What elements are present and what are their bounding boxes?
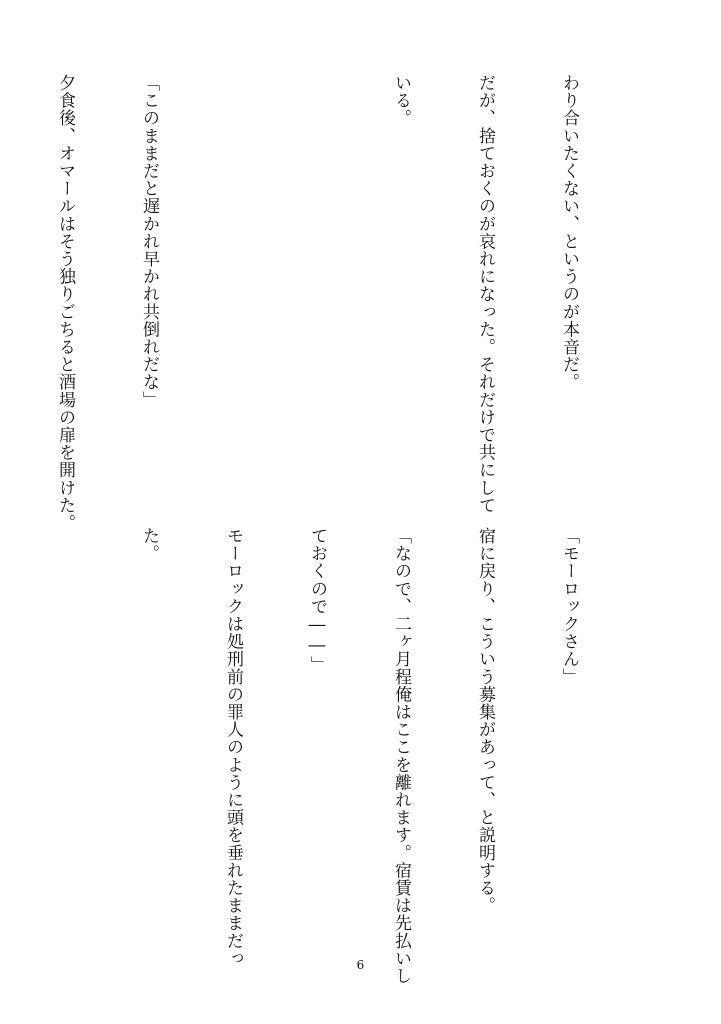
text-line: いる。 — [391, 74, 411, 127]
lower-text-block — [0, 527, 639, 985]
dialogue-line: 「なので、二ヶ月程俺はここを離れます。宿賃は先払いし — [391, 527, 411, 985]
text-line: 宿に戻り、こういう募集があって、と説明する。 — [475, 527, 495, 915]
text-line: ておくので――」 — [307, 527, 327, 674]
blank-line — [219, 74, 247, 504]
dialogue-line: 「このままだと遅かれ早かれ共倒れだな」 — [139, 74, 159, 409]
page-number: 6 — [356, 958, 365, 972]
text-line: モーロックは処刑前の罪人のように頭を垂れたままだっ — [223, 527, 243, 967]
text-line: わり合いたくない、というのが本音だ。 — [559, 74, 579, 391]
text-line: だが、捨ておくのが哀れになった。それだけで共にして — [475, 74, 495, 514]
text-line: た。 — [139, 527, 159, 563]
text-line: 夕食後、オマールはそう独りごちると酒場の扉を開けた。 — [55, 74, 75, 532]
dialogue-line: 「モーロックさん」 — [559, 527, 579, 686]
upper-text-block — [0, 74, 639, 532]
blank-line — [303, 74, 331, 504]
blank-line — [51, 527, 79, 957]
